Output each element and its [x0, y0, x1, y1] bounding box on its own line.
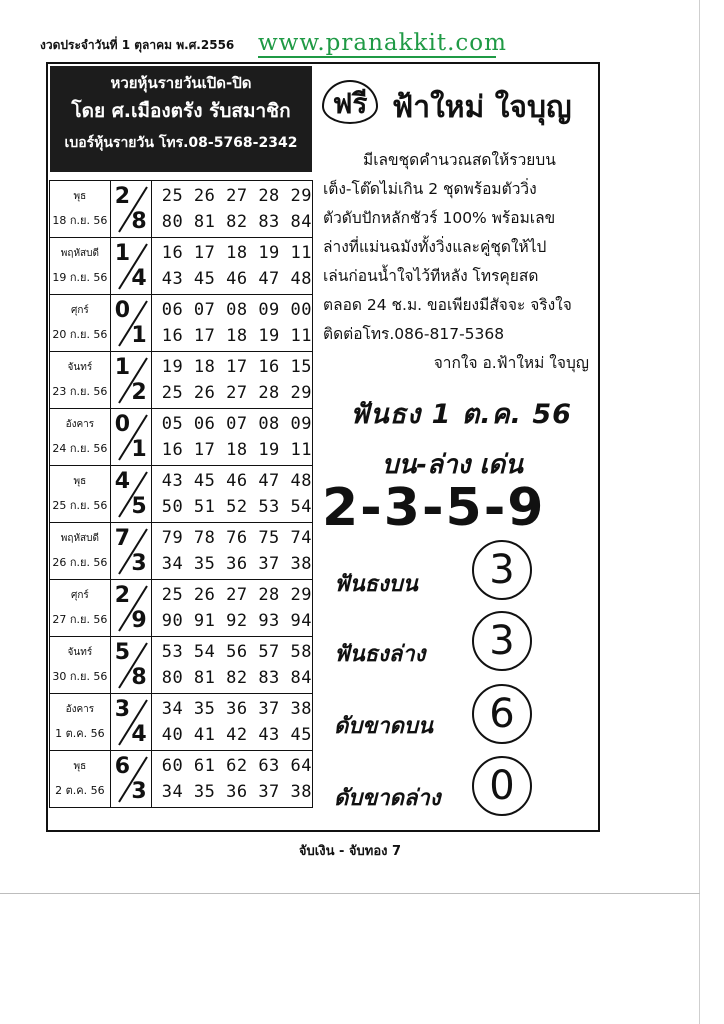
day-name: จันทร์	[67, 647, 93, 658]
stats-row	[50, 694, 313, 751]
numbers-cell	[151, 637, 312, 694]
stats-table	[49, 180, 313, 808]
day-date: 30 ก.ย. 56	[52, 670, 108, 683]
digit-top: 0	[114, 412, 131, 437]
numbers-cell	[151, 466, 312, 523]
numbers-cell	[151, 352, 312, 409]
numbers-row-bottom: 50 51 52 53 54	[161, 497, 312, 517]
day-name: พุธ	[73, 761, 87, 772]
stats-row	[50, 751, 313, 808]
numbers-row-top: 16 17 18 19 11	[161, 243, 312, 263]
digit-top: 0	[114, 298, 131, 323]
day-name: พุธ	[73, 191, 87, 202]
promo-line: ล่างที่แม่นฉมังทั้งวิ่งและคู่ชุดให้ไป	[323, 238, 547, 256]
promo-line: เต็ง-โต๊ดไม่เกิน 2 ชุดพร้อมตัววิ่ง	[323, 180, 537, 198]
pick-circle: 3	[472, 611, 532, 671]
digit-bottom: 1	[131, 437, 147, 462]
digit-pair-cell	[110, 466, 151, 523]
day-date: 23 ก.ย. 56	[52, 385, 108, 398]
day-name: ศุกร์	[71, 590, 89, 601]
numbers-cell	[151, 580, 312, 637]
numbers-cell	[151, 181, 312, 238]
day-date: 2 ต.ค. 56	[55, 784, 105, 797]
site-url-underline	[258, 56, 496, 58]
day-cell	[50, 751, 111, 808]
numbers-row-top: 43 45 46 47 48	[161, 471, 312, 491]
day-name: อังคาร	[65, 419, 95, 430]
digit-pair-cell	[110, 352, 151, 409]
highlight-label: บน-ล่าง เด่น	[382, 450, 523, 480]
footer-label: จับเงิน - จับทอง 7	[298, 844, 402, 859]
day-date: 26 ก.ย. 56	[52, 556, 108, 569]
numbers-row-top: 60 61 62 63 64	[161, 756, 312, 776]
day-date: 27 ก.ย. 56	[52, 613, 108, 626]
header-line-3: เบอร์หุ้นรายวัน โทร.08-5768-2342	[64, 135, 298, 151]
numbers-row-top: 25 26 27 28 29	[161, 186, 312, 206]
digit-bottom: 3	[131, 779, 147, 804]
site-url-watermark: www.pranakkit.com	[258, 30, 507, 56]
day-name: จันทร์	[67, 362, 93, 373]
stats-row	[50, 409, 313, 466]
day-cell	[50, 352, 111, 409]
numbers-cell	[151, 751, 312, 808]
day-date: 20 ก.ย. 56	[52, 328, 108, 341]
digit-top: 7	[114, 526, 131, 551]
day-cell	[50, 637, 111, 694]
digit-pair-cell	[110, 409, 151, 466]
main-digits: 2-3-5-9	[322, 478, 546, 538]
header-line-1: หวยหุ้นรายวันเปิด-ปิด	[110, 74, 252, 92]
stats-header	[50, 66, 312, 172]
day-cell	[50, 694, 111, 751]
digit-bottom: 5	[131, 494, 147, 519]
promo-line: เล่นก่อนน้ำใจไว้ทีหลัง โทรคุยสด	[323, 267, 539, 285]
draw-title: ฟันธง 1 ต.ค. 56	[350, 399, 572, 430]
digit-top: 2	[114, 184, 131, 209]
day-name: อังคาร	[65, 704, 95, 715]
day-date: 19 ก.ย. 56	[52, 271, 108, 284]
digit-bottom: 4	[131, 266, 147, 291]
promo-text	[323, 146, 589, 378]
day-date: 24 ก.ย. 56	[52, 442, 108, 455]
numbers-row-top: 19 18 17 16 15	[161, 357, 312, 377]
numbers-row-top: 53 54 56 57 58	[161, 642, 312, 662]
page-edge	[0, 893, 700, 894]
stats-row	[50, 637, 313, 694]
stats-row	[50, 238, 313, 295]
numbers-row-bottom: 25 26 27 28 29	[161, 383, 312, 403]
promo-line: มีเลขชุดคำนวณสดให้รวยบน	[363, 151, 556, 169]
numbers-row-bottom: 34 35 36 37 38	[161, 554, 312, 574]
day-cell	[50, 580, 111, 637]
digit-bottom: 2	[131, 380, 147, 405]
digit-bottom: 4	[131, 722, 147, 747]
digit-bottom: 9	[131, 608, 147, 633]
day-date: 1 ต.ค. 56	[55, 727, 105, 740]
stats-row	[50, 295, 313, 352]
promo-line: ตัวดับปักหลักชัวร์ 100% พร้อมเลข	[323, 209, 556, 227]
digit-pair-cell	[110, 523, 151, 580]
digit-bottom: 8	[131, 665, 147, 690]
page-edge	[699, 0, 700, 1024]
numbers-row-bottom: 43 45 46 47 48	[161, 269, 312, 289]
pick-label: ฟันธงล่าง	[334, 642, 426, 667]
stats-row	[50, 352, 313, 409]
day-name: ศุกร์	[71, 305, 89, 316]
day-name: พุธ	[73, 476, 87, 487]
numbers-cell	[151, 409, 312, 466]
day-cell	[50, 181, 111, 238]
stats-row	[50, 580, 313, 637]
day-name: พฤหัสบดี	[60, 248, 99, 259]
pick-label: ดับขาดบน	[334, 714, 433, 739]
promo-line: ตลอด 24 ช.ม. ขอเพียงมีสัจจะ จริงใจ	[323, 296, 572, 314]
numbers-row-top: 34 35 36 37 38	[161, 699, 312, 719]
digit-pair-cell	[110, 637, 151, 694]
day-date: 18 ก.ย. 56	[52, 214, 108, 227]
digit-top: 3	[114, 697, 131, 722]
numbers-row-bottom: 40 41 42 43 45	[161, 725, 312, 745]
numbers-cell	[151, 694, 312, 751]
digit-pair-cell	[110, 295, 151, 352]
numbers-row-bottom: 16 17 18 19 11	[161, 326, 312, 346]
numbers-cell	[151, 238, 312, 295]
day-cell	[50, 238, 111, 295]
numbers-row-bottom: 80 81 82 83 84	[161, 668, 312, 688]
numbers-row-bottom: 16 17 18 19 11	[161, 440, 312, 460]
digit-top: 5	[114, 640, 131, 665]
digit-pair-cell	[110, 580, 151, 637]
pick-circle: 0	[472, 756, 532, 816]
digit-pair-cell	[110, 694, 151, 751]
numbers-row-top: 79 78 76 75 74	[161, 528, 312, 548]
digit-bottom: 8	[131, 209, 147, 234]
stats-row	[50, 523, 313, 580]
day-cell	[50, 409, 111, 466]
digit-pair-cell	[110, 238, 151, 295]
numbers-row-bottom: 90 91 92 93 94	[161, 611, 312, 631]
digit-top: 1	[114, 355, 131, 380]
header-line-2: โดย ศ.เมืองตรัง รับสมาชิก	[71, 100, 291, 122]
day-cell	[50, 295, 111, 352]
digit-pair-cell	[110, 181, 151, 238]
numbers-row-bottom: 80 81 82 83 84	[161, 212, 312, 232]
numbers-row-top: 05 06 07 08 09	[161, 414, 312, 434]
issue-date-line: งวดประจำวันที่ 1 ตุลาคม พ.ศ.2556	[40, 38, 235, 52]
numbers-cell	[151, 523, 312, 580]
day-name: พฤหัสบดี	[60, 533, 99, 544]
digit-bottom: 1	[131, 323, 147, 348]
promo-line: ติดต่อโทร.086-817-5368	[323, 325, 505, 343]
day-cell	[50, 466, 111, 523]
pick-circle: 3	[472, 540, 532, 600]
digit-top: 6	[114, 754, 131, 779]
promo-signature: จากใจ อ.ฟ้าใหม่ ใจบุญ	[433, 354, 589, 372]
day-date: 25 ก.ย. 56	[52, 499, 108, 512]
stats-row	[50, 466, 313, 523]
numbers-row-top: 25 26 27 28 29	[161, 585, 312, 605]
numbers-cell	[151, 295, 312, 352]
numbers-row-top: 06 07 08 09 00	[161, 300, 312, 320]
pick-circle: 6	[472, 684, 532, 744]
stats-row	[50, 181, 313, 238]
digit-top: 1	[114, 241, 131, 266]
digit-pair-cell	[110, 751, 151, 808]
pick-label: ฟันธงบน	[334, 572, 418, 597]
pick-label: ดับขาดล่าง	[334, 786, 441, 811]
digit-bottom: 3	[131, 551, 147, 576]
digit-top: 2	[114, 583, 131, 608]
numbers-row-bottom: 34 35 36 37 38	[161, 782, 312, 802]
free-badge: ฟรี	[322, 80, 378, 124]
brand-title: ฟ้าใหม่ ใจบุญ	[392, 90, 572, 125]
day-cell	[50, 523, 111, 580]
digit-top: 4	[114, 469, 131, 494]
